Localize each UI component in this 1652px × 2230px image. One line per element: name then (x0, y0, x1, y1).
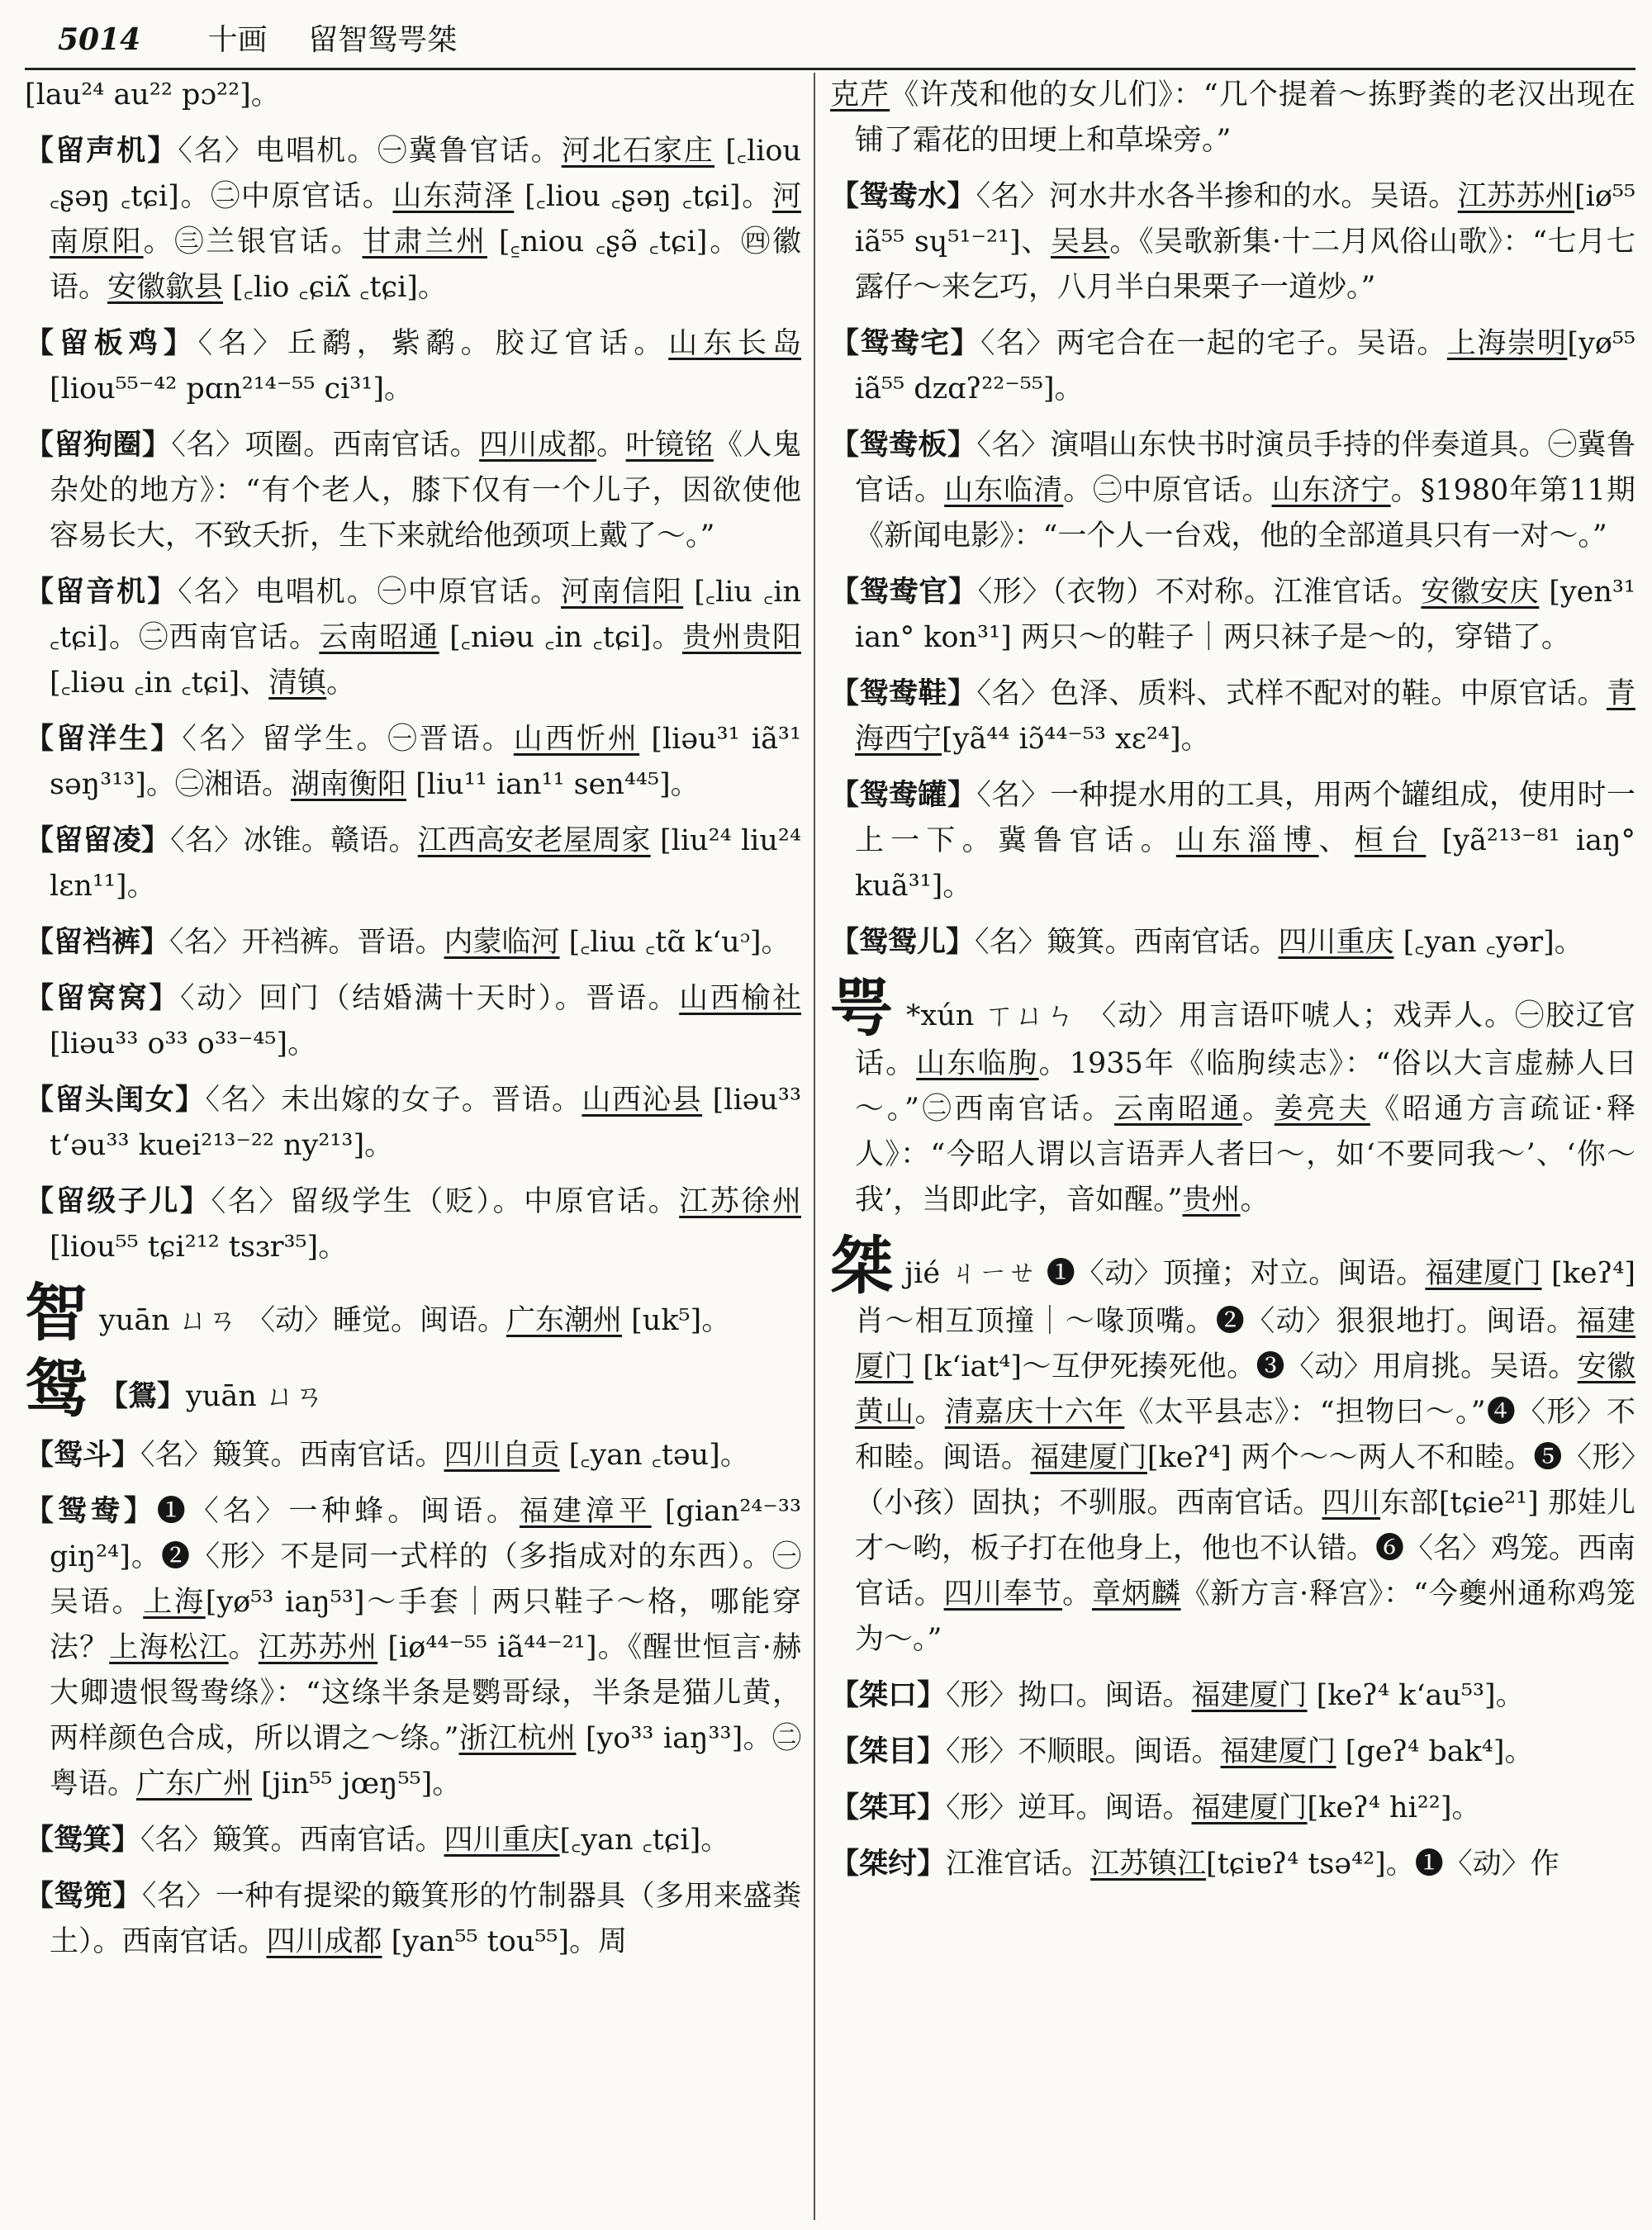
entry-text: 《昭通方言疏证·释人》：“今昭人谓以言语弄人者曰～，如‘不要同我～’、‘你～我’，当即此字，音如醒。” (855, 1093, 1635, 1217)
entry-text: [liu²⁴ liu²⁴ lɛn¹¹]。 (50, 824, 801, 903)
entry-text: [꜀yan ꜀yər]。 (1393, 926, 1583, 959)
place-name: 江西高安老屋周家 (417, 824, 651, 857)
dictionary-entry (25, 1488, 801, 1807)
place-name: 云南昭通 (319, 621, 439, 654)
dictionary-entry (25, 1873, 801, 1965)
entry-text: [liou⁵⁵⁻⁴² pɑn²¹⁴⁻⁵⁵ ci³¹]。 (50, 372, 413, 406)
entry-text: [tɕiɐʔ⁴ tsə⁴²]。❶〈动〉作 (1206, 1848, 1559, 1881)
entry-text: 。§1980年第11期《新闻电影》：“一个人一台戏，他的全部道具只有一对～。” (855, 474, 1635, 553)
head-character: 智 (25, 1276, 88, 1350)
entry-text: 《太平县志》：“担物曰～。”❹〈形〉不和睦。闽语。 (855, 1396, 1635, 1474)
entry-text: [liou⁵⁵ tɕi²¹² tsɜr³⁵]。 (50, 1231, 348, 1264)
entry-text: 〈形〉拗口。闽语。 (946, 1679, 1192, 1712)
place-name: 甘肃兰州 (362, 225, 487, 259)
dictionary-entry (25, 975, 801, 1067)
entry-text: [gian²⁴⁻³³ giŋ²⁴]。❷〈形〉不是同一式样的（多指成对的东西）。㊀吴语。 (50, 1495, 801, 1619)
entry-text: 。 (914, 1396, 945, 1429)
entry-text: [꜀yan ꜀təu]。 (559, 1439, 749, 1472)
place-name: 江苏镇江 (1090, 1848, 1207, 1881)
entry-text: 〈名〉簸箕。西南官话。 (140, 1824, 444, 1857)
entry-text: 〈名〉两宅合在一起的宅子。吴语。 (980, 327, 1447, 360)
entry-headword: 【鸳鸳儿】 (830, 925, 976, 959)
stroke-section: 十画 (207, 23, 268, 57)
entry-text: [keʔ⁴ kʻau⁵³]。 (1307, 1679, 1525, 1712)
place-name: 山东济宁 (1271, 474, 1391, 507)
place-name: 江苏徐州 (679, 1185, 801, 1218)
entry-text: [yø⁵³ iaŋ⁵³]～手套｜两只鞋子～格，哪能穿法？ (50, 1586, 801, 1664)
entry-text: 〈形〉（衣物）不对称。江淮官话。 (977, 576, 1422, 609)
place-name: 山西忻州 (513, 723, 640, 756)
place-name: 四川 (1322, 1487, 1381, 1520)
place-name: 桓台 (1354, 824, 1427, 857)
entry-text: [jin⁵⁵ jœŋ⁵⁵]。 (252, 1767, 462, 1801)
entry-headword: 【鸳篼】 (25, 1879, 142, 1913)
place-name: 福建厦门 (1220, 1735, 1336, 1768)
place-name: 云南昭通 (1114, 1093, 1242, 1126)
entry-headword: 【留留凌】 (25, 823, 171, 857)
dictionary-entry (830, 671, 1635, 762)
place-name: 四川成都 (266, 1925, 382, 1958)
entry-headword: 【留裆裤】 (25, 925, 170, 959)
header-rule (25, 68, 1635, 70)
entry-headword: 【留洋生】 (25, 722, 183, 756)
entry-text: 〈名〉开裆裤。晋语。 (169, 926, 444, 959)
place-name: 四川重庆 (1278, 926, 1394, 959)
entry-text: 东部[tɕie²¹] 那娃儿才～哟，板子打在他身上，他也不认错。❻〈名〉鸡笼。西南官话。 (855, 1487, 1635, 1611)
entry-text: [uk⁵]。 (622, 1304, 731, 1337)
entry-text: yuān ㄩㄢ 〈动〉睡觉。闽语。 (99, 1304, 506, 1337)
entry-text: 〈形〉不顺眼。闽语。 (946, 1735, 1221, 1768)
head-character: 桀 (830, 1229, 894, 1302)
entry-text: [꜀liou ꜀ʂəŋ ꜀tɕi]。㊁中原官话。 (50, 135, 801, 213)
entry-text: jié ㄐㄧㄝ ❶〈动〉顶撞；对立。闽语。 (904, 1257, 1426, 1290)
entry-text: [lau²⁴ au²² pɔ²²]。 (25, 78, 280, 112)
place-name: 广东潮州 (506, 1304, 622, 1337)
entry-text: 。 (596, 429, 626, 462)
entry-text: [꜀liu ꜀in ꜀tɕi]。㊁西南官话。 (50, 576, 801, 654)
dictionary-entry (25, 1077, 801, 1169)
place-name: 安徽歙县 (107, 271, 224, 304)
page-number: 5014 (58, 22, 141, 57)
place-name: 福建厦门 (855, 1305, 1635, 1383)
place-name: 四川成都 (479, 429, 597, 462)
entry-text: ❶〈名〉一种蜂。闽语。 (156, 1495, 520, 1528)
entry-text: [꜁niou ꜀ʂə̃ ꜀tɕi]。㊃徽语。 (50, 225, 801, 304)
place-name: 克芹 (830, 78, 890, 112)
entry-text: [iø⁴⁴⁻⁵⁵ iã⁴⁴⁻²¹]。《醒世恒言·赫大卿遗恨鸳鸯绦》：“这绦半条是鹦哥绿，半条是猫儿黄，两样颜色合成，所以谓之～绦。” (50, 1631, 801, 1755)
column-divider (814, 73, 815, 2220)
dictionary-entry (25, 569, 801, 706)
dictionary-entry (25, 1817, 801, 1863)
entry-text: 〈名〉未出嫁的女子。晋语。 (205, 1084, 582, 1117)
place-name: 贵州贵阳 (681, 621, 801, 654)
entry-text: 〈名〉演唱山东快书时演员手持的伴奏道具。㊀冀鲁官话。 (855, 429, 1635, 507)
place-name: 叶镜铭 (625, 429, 714, 462)
entry-headword: 【留窝窝】 (25, 981, 180, 1015)
entry-text: [yan⁵⁵ tou⁵⁵]。周 (382, 1925, 628, 1958)
place-name: 福建厦门 (1191, 1791, 1308, 1824)
entry-text: 。 (1240, 1184, 1270, 1217)
entry-headword: 【桀口】 (830, 1678, 947, 1712)
entry-text: 〈名〉色泽、质料、式样不配对的鞋。中原官话。 (976, 677, 1607, 710)
dictionary-entry (25, 422, 801, 559)
place-name: 山东长岛 (668, 327, 801, 360)
entry-text: [iø⁵⁵ iã⁵⁵ sɥ⁵¹⁻²¹]、 (855, 180, 1635, 259)
entry-headword: 【鸳斗】 (25, 1438, 141, 1472)
entry-headword: 【留级子儿】 (25, 1184, 211, 1218)
dictionary-entry (830, 919, 1635, 966)
place-name: 福建厦门 (1191, 1679, 1308, 1712)
place-name: 山西沁县 (582, 1084, 703, 1117)
entry-text: 〈名〉冰锥。赣语。 (170, 824, 418, 857)
head-character-entry (25, 1276, 801, 1350)
entry-text: 〈名〉留级学生（贬）。中原官话。 (211, 1185, 680, 1218)
entry-text: 〈名〉一种提水用的工具，用两个罐组成，使用时一上一下。冀鲁官话。 (855, 779, 1635, 857)
dictionary-entry (25, 320, 801, 412)
entry-headword: 【鴛】 (99, 1379, 187, 1413)
entry-text: [꜀niəu ꜀in ꜀tɕi]。 (439, 621, 682, 654)
entry-text: [꜀yan ꜀tɕi]。 (559, 1824, 730, 1857)
entry-headword: 【留头闺女】 (25, 1083, 206, 1117)
entry-text: 。1935年《临朐续志》：“俗以大言虚赫人曰～。”㊁西南官话。 (855, 1047, 1635, 1126)
place-name: 福建厦门 (1425, 1257, 1542, 1290)
entry-text: 〈名〉簸箕。西南官话。 (975, 926, 1279, 959)
dictionary-entry (830, 1672, 1635, 1719)
entry-text: 。㊂兰银官话。 (143, 225, 363, 259)
dictionary-entry (830, 1785, 1635, 1831)
entry-headword: 【留板鸡】 (25, 326, 198, 360)
place-name: 福建厦门 (1030, 1441, 1147, 1474)
entry-text: [keʔ⁴] 肖～相互顶撞｜～喙顶嘴。❷〈动〉狠狠地打。闽语。 (855, 1257, 1635, 1338)
place-name: 内蒙临河 (444, 926, 560, 959)
entry-text: 。《吴歌新集·十二月风俗山歌》：“七月七露仔～来乞巧，八月半白果栗子一道炒。” (855, 225, 1635, 304)
entry-text: [yø⁵⁵ iã⁵⁵ dzɑʔ²²⁻⁵⁵]。 (855, 327, 1635, 406)
dictionary-entry (830, 772, 1635, 909)
entry-text: [kʻiat⁴]～互伊死揍死他。❸〈动〉用肩挑。吴语。 (913, 1350, 1578, 1383)
entry-text: 〈名〉电唱机。㊀冀鲁官话。 (178, 135, 562, 168)
dictionary-entry (830, 569, 1635, 661)
entry-headword: 【桀目】 (830, 1734, 947, 1768)
dictionary-entry (830, 173, 1635, 311)
entry-headword: 【鸳鸯板】 (830, 428, 977, 462)
head-character-entry (830, 971, 1635, 1223)
entry-text: yuān ㄩㄢ (186, 1380, 324, 1413)
entry-headword: 【鸳鸯水】 (830, 179, 976, 213)
entry-text: 。㊁中原官话。 (1063, 474, 1272, 507)
entry-headword: 【留狗圈】 (25, 428, 172, 462)
entry-text: [yã⁴⁴ iɔ̃⁴⁴⁻⁵³ xɛ²⁴]。 (942, 723, 1210, 756)
place-name: 山东菏泽 (392, 180, 515, 213)
entry-text: [liu¹¹ ian¹¹ sen⁴⁴⁵]。 (406, 768, 700, 801)
dictionary-entry (25, 716, 801, 808)
entry-text: *xún ㄒㄩㄣ 〈动〉用言语吓唬人；戏弄人。㊀胶辽官话。 (855, 999, 1635, 1080)
place-name: 河南信阳 (561, 576, 684, 609)
entry-text: [꜀liəu ꜀in ꜀tɕi]、 (50, 667, 269, 700)
continued-text (830, 73, 1635, 164)
place-name: 江苏苏州 (258, 1631, 378, 1664)
place-name: 浙江杭州 (458, 1722, 577, 1755)
entry-text: [꜀liou ꜀ʂəŋ ꜀tɕi]。 (514, 180, 772, 213)
entry-text: [yo³³ iaŋ³³]。㊁粤语。 (50, 1722, 801, 1801)
place-name: 四川自贡 (444, 1439, 560, 1472)
entry-text: 〈动〉回门（结婚满十天时）。晋语。 (180, 982, 680, 1015)
entry-text: 。 (228, 1631, 259, 1664)
place-name: 贵州 (1182, 1184, 1241, 1217)
entry-text: 。 (326, 667, 356, 700)
place-name: 上海 (143, 1586, 206, 1619)
place-name: 青海西宁 (855, 677, 1635, 756)
place-name: 湖南衡阳 (290, 768, 406, 801)
dictionary-entry (830, 422, 1635, 559)
entry-text: 〈名〉一种有提梁的簸箕形的竹制器具（多用来盛粪土）。西南官话。 (50, 1880, 801, 1958)
header-characters: 留智鸳咢桀 (308, 23, 458, 57)
place-name: 山东淄博 (1175, 824, 1319, 857)
entry-headword: 【鸳鸯】 (25, 1494, 157, 1528)
entry-headword: 【鸳鸯鞋】 (830, 676, 977, 710)
entry-text: 。 (1241, 1093, 1275, 1126)
place-name: 安徽安庆 (1421, 576, 1540, 609)
entry-headword: 【鸳鸯宅】 (830, 326, 980, 360)
entry-text: 〈形〉逆耳。闽语。 (946, 1791, 1192, 1824)
place-name: 章炳麟 (1091, 1578, 1181, 1611)
entry-headword: 【鸳箕】 (25, 1823, 141, 1857)
place-name: 清镇 (268, 667, 327, 700)
entry-text: 《人鬼杂处的地方》：“有个老人，膝下仅有一个儿子，因欲使他容易长大，不致夭折，生下来就给他颈项上戴了～。” (50, 429, 801, 553)
place-name: 清嘉庆十六年 (944, 1396, 1125, 1429)
entry-text: [keʔ⁴] 两个～～两人不和睦。❺〈形〉（小孩）固执；不驯服。西南官话。 (855, 1441, 1635, 1520)
entry-text: 〈名〉项圈。西南官话。 (171, 429, 480, 462)
entry-text: 《新方言·释宫》：“今夔州通称鸡笼为～。” (855, 1578, 1635, 1656)
entry-text: 〈名〉河水井水各半掺和的水。吴语。 (976, 180, 1458, 213)
place-name: 姜亮夫 (1274, 1093, 1370, 1126)
dictionary-entry (25, 1179, 801, 1270)
head-character: 咢 (830, 971, 895, 1045)
entry-text: 〈名〉留学生。㊀晋语。 (182, 723, 514, 756)
entry-headword: 【桀耳】 (830, 1791, 947, 1824)
dictionary-entry (830, 320, 1635, 412)
place-name: 河北石家庄 (561, 135, 714, 168)
place-name: 江苏苏州 (1457, 180, 1574, 213)
entry-headword: 【留声机】 (25, 134, 178, 168)
entry-text: [꜀liɯ ꜀tɑ̃ kʻuᵓ]。 (559, 926, 790, 959)
entry-text: 〈名〉电唱机。㊀中原官话。 (178, 576, 561, 609)
place-name: 福建漳平 (519, 1495, 652, 1528)
entry-text: 〈名〉簸箕。西南官话。 (140, 1439, 444, 1472)
entry-text: 江淮官话。 (946, 1848, 1091, 1881)
entry-text: 、 (1318, 824, 1355, 857)
head-character: 鸳 (25, 1352, 88, 1426)
dictionary-entry (25, 818, 801, 909)
entry-text: [liəu³¹ iã³¹ səŋ³¹³]。㊁湘语。 (50, 723, 801, 801)
left-column (25, 73, 801, 2220)
place-name: 上海松江 (109, 1631, 229, 1664)
entry-text: [yen³¹ ian° kon³¹] 两只～的鞋子｜两只袜子是～的，穿错了。 (855, 576, 1635, 654)
place-name: 四川奉节 (943, 1578, 1063, 1611)
entry-text: [liəu³³ tʻəu³³ kuei²¹³⁻²² ny²¹³]。 (50, 1084, 801, 1162)
entry-text: [liəu³³ o³³ o³³⁻⁴⁵]。 (50, 1027, 317, 1060)
place-name: 山西榆社 (679, 982, 801, 1015)
place-name: 安徽黄山 (855, 1350, 1635, 1429)
dictionary-entry (25, 1432, 801, 1478)
place-name: 上海崇明 (1446, 327, 1568, 360)
dictionary-entry (25, 128, 801, 311)
entry-text: [꜀lio ꜀ɕiʌ̃ ꜀tɕi]。 (223, 271, 447, 304)
entry-text: [keʔ⁴ hi²²]。 (1307, 1791, 1481, 1824)
head-character-entry (830, 1229, 1635, 1663)
entry-headword: 【鸳鸯官】 (830, 575, 978, 609)
continued-text (25, 73, 801, 118)
place-name: 山东临清 (944, 474, 1064, 507)
entry-headword: 【留音机】 (25, 575, 178, 609)
entry-text: [geʔ⁴ bak⁴]。 (1336, 1735, 1534, 1768)
entry-headword: 【鸳鸯罐】 (830, 778, 977, 812)
right-column (830, 73, 1635, 2220)
entry-text: 《许茂和他的女儿们》：“几个提着～拣野粪的老汉出现在铺了霜花的田埂上和草垛旁。” (855, 78, 1635, 157)
page-header (58, 15, 1611, 64)
entry-text: 〈名〉丘鹬，紫鹬。胶辽官话。 (197, 327, 669, 360)
place-name: 河南原阳 (50, 180, 801, 259)
place-name: 吴县 (1051, 225, 1110, 259)
entry-headword: 【桀纣】 (830, 1847, 947, 1881)
place-name: 山东临朐 (916, 1047, 1039, 1080)
place-name: 广东广州 (136, 1767, 253, 1801)
entry-text: 。 (1062, 1578, 1092, 1611)
dictionary-entry (25, 919, 801, 966)
head-character-entry (25, 1352, 801, 1426)
dictionary-entry (830, 1841, 1635, 1887)
place-name: 四川重庆 (444, 1824, 560, 1857)
entry-text: [yã²¹³⁻⁸¹ iaŋ° kuã³¹]。 (855, 824, 1635, 903)
dictionary-entry (830, 1729, 1635, 1775)
